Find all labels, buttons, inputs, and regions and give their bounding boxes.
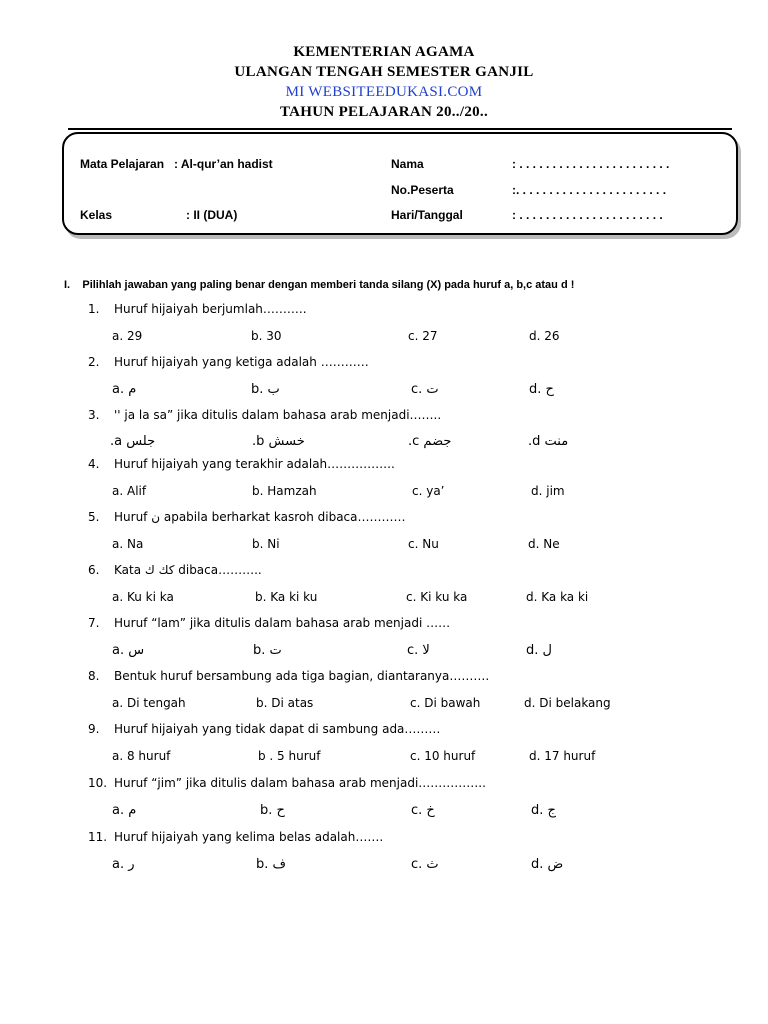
- hari-field[interactable]: : . . . . . . . . . . . . . . . . . . . . . .: [512, 208, 663, 222]
- question-4-option-d[interactable]: d. jim: [531, 484, 565, 498]
- kelas-value: : II (DUA): [186, 208, 238, 222]
- question-11: [88, 830, 383, 844]
- question-7-option-b[interactable]: b. ت: [253, 643, 282, 658]
- nama-field[interactable]: : . . . . . . . . . . . . . . . . . . . . . . .: [512, 157, 670, 171]
- question-2-option-b[interactable]: b. ب: [251, 382, 280, 397]
- question-7-option-a[interactable]: a. س: [112, 643, 145, 658]
- question-6-option-b[interactable]: b. Ka ki ku: [255, 590, 318, 604]
- question-text: Huruf hijaiyah yang tidak dapat di sambung ada………: [114, 722, 441, 736]
- question-11-option-d[interactable]: d. ض: [531, 857, 564, 872]
- peserta-field[interactable]: :. . . . . . . . . . . . . . . . . . . . . . .: [512, 183, 667, 197]
- header-school: MI WEBSITEEDUKASI.COM: [285, 84, 483, 100]
- question-text: '' ja la sa” jika ditulis dalam bahasa arab menjadi……..: [114, 408, 442, 422]
- header-ministry: KEMENTERIAN AGAMA: [293, 44, 475, 60]
- question-number: 8.: [88, 669, 100, 683]
- question-5-option-d[interactable]: d. Ne: [528, 537, 560, 551]
- question-text: Huruf hijaiyah berjumlah………..: [114, 302, 307, 316]
- question-text: Huruf ن apabila berharkat kasroh dibaca…………: [114, 510, 406, 524]
- question-11-option-a[interactable]: a. ر: [112, 857, 135, 872]
- question-4-option-b[interactable]: b. Hamzah: [252, 484, 317, 498]
- question-6: [88, 563, 262, 577]
- question-9-option-c[interactable]: c. 10 huruf: [410, 749, 476, 763]
- question-text: Huruf “jim” jika ditulis dalam bahasa arab menjadi……………..: [114, 776, 486, 790]
- question-2-option-a[interactable]: a. م: [112, 382, 137, 397]
- question-8-option-c[interactable]: c. Di bawah: [410, 696, 481, 710]
- question-8-option-d[interactable]: d. Di belakang: [524, 696, 611, 710]
- header-exam-title: ULANGAN TENGAH SEMESTER GANJIL: [234, 64, 534, 80]
- header-divider: [68, 128, 732, 130]
- hari-label: Hari/Tanggal: [391, 208, 463, 222]
- question-8-option-b[interactable]: b. Di atas: [256, 696, 314, 710]
- header-year: TAHUN PELAJARAN 20../20..: [279, 104, 489, 120]
- question-number: 4.: [88, 457, 100, 471]
- question-text: Huruf hijaiyah yang terakhir adalah……………..: [114, 457, 395, 471]
- question-7-option-c[interactable]: c. لا: [407, 643, 430, 658]
- question-text: Huruf “lam” jika ditulis dalam bahasa arab menjadi ……: [114, 616, 451, 630]
- question-number: 5.: [88, 510, 100, 524]
- instruction: [64, 279, 574, 291]
- question-9-option-a[interactable]: a. 8 huruf: [112, 749, 171, 763]
- question-text: Huruf hijaiyah yang kelima belas adalah…….: [114, 830, 384, 844]
- question-3-option-d[interactable]: .d منت: [528, 434, 569, 449]
- question-10-option-d[interactable]: d. ج: [531, 803, 556, 818]
- question-11-option-b[interactable]: b. ف: [256, 857, 287, 872]
- nama-label: Nama: [391, 157, 424, 171]
- question-5-option-b[interactable]: b. Ni: [252, 537, 280, 551]
- instruction-number: I.: [64, 279, 71, 291]
- question-4-option-c[interactable]: c. ya’: [412, 484, 445, 498]
- peserta-label: No.Peserta: [391, 183, 454, 197]
- question-number: 6.: [88, 563, 100, 577]
- question-10-option-c[interactable]: c. خ: [411, 803, 435, 818]
- question-1-option-c[interactable]: c. 27: [408, 329, 438, 343]
- question-number: 1.: [88, 302, 100, 316]
- question-8: [88, 669, 489, 683]
- question-number: 10.: [88, 776, 108, 790]
- question-10: [88, 776, 486, 790]
- question-text: Kata كك ك dibaca………..: [114, 563, 262, 577]
- question-9: [88, 722, 440, 736]
- question-3-option-b[interactable]: .b خسش: [252, 434, 305, 449]
- mapel-label: Mata Pelajaran: [80, 157, 165, 171]
- question-6-option-c[interactable]: c. Ki ku ka: [406, 590, 468, 604]
- question-1-option-a[interactable]: a. 29: [112, 329, 143, 343]
- question-2: [88, 355, 369, 369]
- question-6-option-d[interactable]: d. Ka ka ki: [526, 590, 589, 604]
- question-11-option-c[interactable]: c. ث: [411, 857, 439, 872]
- question-7: [88, 616, 450, 630]
- question-4-option-a[interactable]: a. Alif: [112, 484, 147, 498]
- question-10-option-b[interactable]: b. ح: [260, 803, 285, 818]
- question-3-option-a[interactable]: .a جلس: [110, 434, 156, 449]
- question-1-option-d[interactable]: d. 26: [529, 329, 560, 343]
- question-3-option-c[interactable]: .c جضم: [408, 434, 452, 449]
- question-2-option-c[interactable]: c. ت: [411, 382, 439, 397]
- question-5-option-a[interactable]: a. Na: [112, 537, 144, 551]
- question-1-option-b[interactable]: b. 30: [251, 329, 282, 343]
- question-5-option-c[interactable]: c. Nu: [408, 537, 439, 551]
- question-number: 7.: [88, 616, 100, 630]
- question-6-option-a[interactable]: a. Ku ki ka: [112, 590, 174, 604]
- instruction-text: Pilihlah jawaban yang paling benar dengan memberi tanda silang (X) pada huruf a, b,c atau d !: [82, 279, 575, 291]
- question-3: [88, 408, 441, 422]
- question-2-option-d[interactable]: d. ح: [529, 382, 554, 397]
- question-9-option-d[interactable]: d. 17 huruf: [529, 749, 596, 763]
- question-text: Huruf hijaiyah yang ketiga adalah …………: [114, 355, 369, 369]
- question-10-option-a[interactable]: a. م: [112, 803, 137, 818]
- question-7-option-d[interactable]: d. ل: [526, 643, 552, 658]
- question-9-option-b[interactable]: b . 5 huruf: [258, 749, 321, 763]
- question-number: 9.: [88, 722, 100, 736]
- question-number: 11.: [88, 830, 108, 844]
- mapel-value: : Al-qur’an hadist: [174, 157, 273, 171]
- question-number: 3.: [88, 408, 100, 422]
- question-4: [88, 457, 395, 471]
- question-8-option-a[interactable]: a. Di tengah: [112, 696, 186, 710]
- kelas-label: Kelas: [80, 208, 113, 222]
- question-number: 2.: [88, 355, 100, 369]
- question-text: Bentuk huruf bersambung ada tiga bagian, diantaranya……….: [114, 669, 490, 683]
- question-5: [88, 510, 406, 524]
- question-1: [88, 302, 307, 316]
